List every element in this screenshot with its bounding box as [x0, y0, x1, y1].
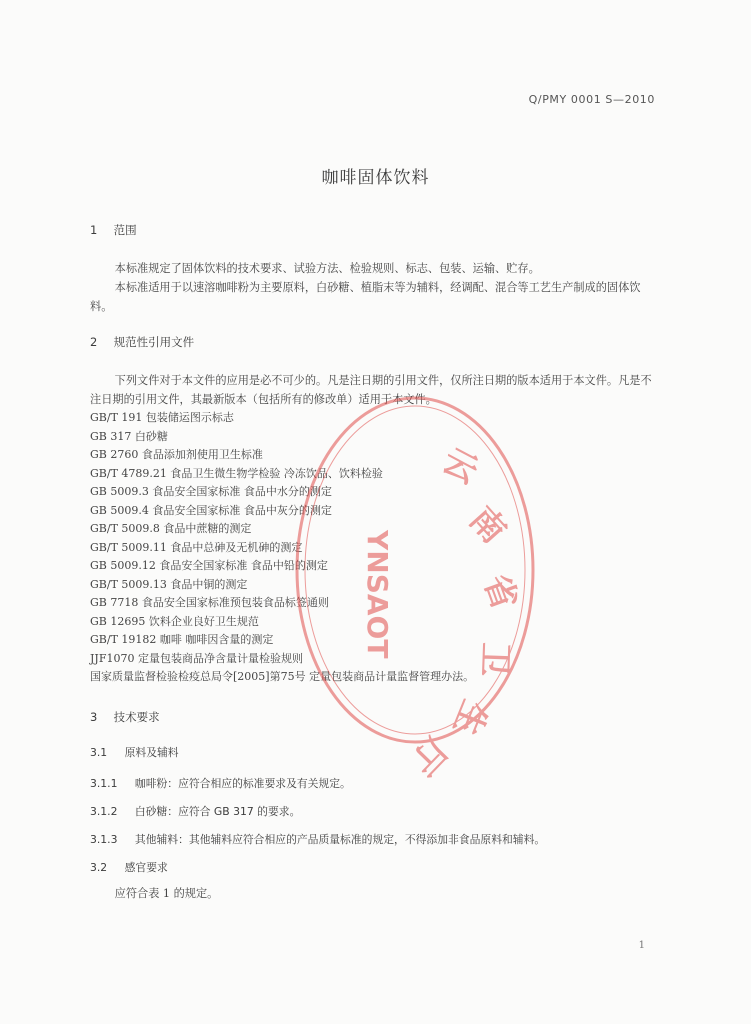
- subsection-3-1-1: [90, 776, 351, 791]
- reference-item: GB/T 4789.21 食品卫生微生物学检验 冷冻饮品、饮料检验: [90, 466, 383, 480]
- section-1-paragraph-2: 本标准适用于以速溶咖啡粉为主要原料，白砂糖、植脂末等为辅料，经调配、混合等工艺生产制成的固体饮料。: [90, 281, 641, 313]
- reference-item: GB/T 5009.11 食品中总砷及无机砷的测定: [90, 540, 303, 554]
- subsection-number: 3.1.3: [90, 833, 118, 846]
- section-number: 3: [90, 710, 98, 724]
- subsection-number: 3.1.2: [90, 805, 118, 818]
- document-title: 咖啡固体饮料: [321, 168, 430, 188]
- subsection-text: 其他辅料：其他辅料应符合相应的产品质量标准的规定，不得添加非食品原料和辅料。: [134, 833, 546, 846]
- subsection-3-2: [90, 860, 168, 875]
- reference-item: GB 317 白砂糖: [90, 429, 168, 443]
- reference-item: GB 5009.12 食品安全国家标准 食品中铅的测定: [90, 559, 328, 572]
- page-number: 1: [638, 940, 645, 951]
- reference-item: GB 2760 食品添加剂使用卫生标准: [90, 448, 263, 461]
- subsection-title: 原料及辅料: [124, 746, 179, 759]
- subsection-3-1-3: [90, 832, 545, 847]
- standard-code: Q/PMY 0001 S—2010: [528, 93, 655, 106]
- subsection-3-1-2: [90, 804, 300, 819]
- reference-list: [90, 409, 660, 687]
- section-number: 2: [90, 335, 98, 349]
- svg-text:YNSAOT: YNSAOT: [361, 530, 394, 659]
- section-title: 规范性引用文件: [113, 335, 195, 349]
- section-title: 范围: [113, 223, 137, 237]
- reference-item: GB 5009.4 食品安全国家标准 食品中灰分的测定: [90, 503, 332, 517]
- reference-item: JJF1070 定量包装商品净含量计量检验规则: [90, 651, 303, 665]
- section-title: 技术要求: [113, 710, 160, 724]
- svg-text:南: 南: [461, 499, 514, 552]
- reference-item: GB 7718 食品安全国家标准预包装食品标签通则: [90, 596, 329, 609]
- reference-item: GB 12695 饮料企业良好卫生规范: [90, 614, 259, 628]
- section-1-paragraph-1: 本标准规定了固体饮料的技术要求、试验方法、检验规则、标志、包装、运输、贮存。: [114, 262, 540, 275]
- section-2-intro: 下列文件对于本文件的应用是必不可少的。凡是注日期的引用文件，仅所注日期的版本适用于本文件。凡是不注日期的引用文件，其最新版本（包括所有的修改单）适用于本文件。: [90, 374, 652, 406]
- subsection-title: 感官要求: [124, 861, 168, 874]
- section-1-heading: [90, 222, 137, 238]
- reference-item: GB/T 5009.13 食品中铜的测定: [90, 577, 248, 591]
- svg-text:卫: 卫: [473, 641, 515, 678]
- subsection-text: 白砂糖：应符合 GB 317 的要求。: [134, 805, 301, 818]
- svg-text:厅: 厅: [401, 729, 455, 782]
- reference-item: GB 5009.3 食品安全国家标准 食品中水分的测定: [90, 485, 332, 498]
- section-3-heading: [90, 709, 160, 725]
- subsection-3-2-text: 应符合表 1 的规定。: [114, 887, 219, 900]
- reference-item: 国家质量监督检验检疫总局令[2005]第75号 定量包装商品计量监督管理办法。: [90, 670, 475, 683]
- subsection-number: 3.1.1: [90, 777, 118, 790]
- reference-item: GB/T 19182 咖啡 咖啡因含量的测定: [90, 633, 274, 646]
- reference-item: GB/T 5009.8 食品中蔗糖的测定: [90, 522, 252, 535]
- subsection-3-1: [90, 745, 179, 760]
- svg-text:云: 云: [435, 440, 485, 492]
- subsection-number: 3.2: [90, 861, 108, 874]
- subsection-text: 咖啡粉：应符合相应的标准要求及有关规定。: [134, 777, 351, 790]
- svg-text:生: 生: [444, 694, 495, 742]
- section-number: 1: [90, 223, 98, 237]
- subsection-number: 3.1: [90, 746, 108, 759]
- section-2-heading: [90, 334, 194, 350]
- reference-item: GB/T 191 包装储运图示标志: [90, 411, 234, 424]
- svg-text:省: 省: [475, 569, 525, 616]
